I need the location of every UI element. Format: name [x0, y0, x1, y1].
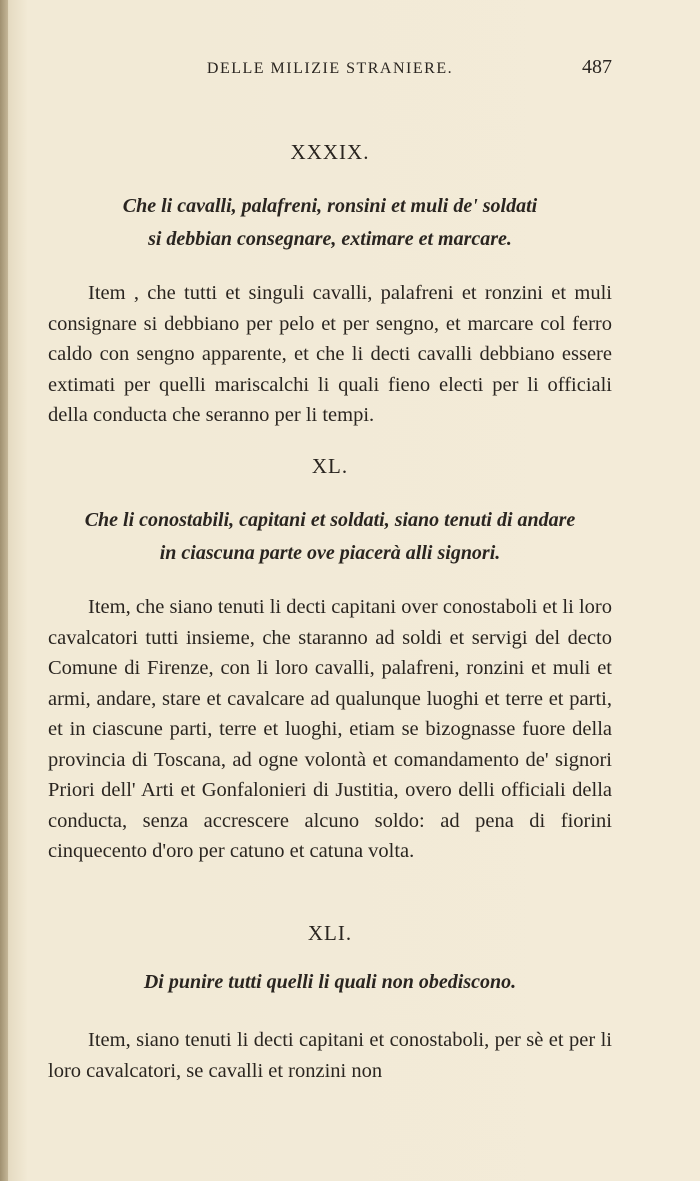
section-40-body: [48, 592, 612, 867]
section-title-line: si debbian consegnare, extimare et marcare.: [148, 228, 512, 250]
page-header: [48, 56, 612, 86]
section-title-line: Che li cavalli, palafreni, ronsini et muli de' soldati: [122, 195, 538, 217]
section-title-line: Che li conostabili, capitani et soldati, siano tenuti di andare: [84, 509, 576, 531]
section-title-line: in ciascuna parte ove piacerà alli signori.: [159, 542, 501, 564]
section-40: [48, 454, 612, 479]
running-title: DELLE MILIZIE STRANIERE.: [206, 60, 454, 77]
section-41-body: [48, 1025, 612, 1086]
section-39: [48, 140, 612, 165]
section-number: XXXIX.: [290, 140, 370, 164]
page-gutter-shadow: [0, 0, 8, 1181]
section-number: XL.: [311, 454, 349, 478]
section-39-body: [48, 278, 612, 431]
page-number: 487: [582, 56, 612, 78]
section-paragraph: Item, che siano tenuti li decti capitani over conostaboli et li loro cavalcatori tutti insieme, che staranno ad soldi et servigi del decto Comune di Firenze, con li loro cavalli, palafreni, ronzini et muli et armi, andare, stare et cavalcare ad qualunque luoghi et terre et parti, et in ciascune parti, terre et luoghi, etiam se bizognasse fuore della provincia di Toscana, ad ogne volontà et comandamento de' signori Priori dell' Arti et Gonfalonieri di Justitia, overo delli officiali della conducta, senza accrescere alcuno soldo: ad pena di fiorini cinquecento d'oro per catuno et catuna volta.: [48, 596, 612, 862]
section-paragraph: Item, siano tenuti li decti capitani et conostaboli, per sè et per li loro cavalcatori, se cavalli et ronzini non: [48, 1029, 612, 1082]
section-41-title: [48, 966, 612, 999]
section-title-line: Di punire tutti quelli li quali non obediscono.: [143, 971, 517, 993]
section-paragraph: Item , che tutti et singuli cavalli, palafreni et ronzini et muli consignare si debbiano per pelo et per sengno, et marcare col ferro caldo con sengno apparente, et che li decti cavalli debbiano essere extimati per quelli mariscalchi li quali fieno electi per li officiali della conducta che seranno per li tempi.: [48, 282, 612, 426]
section-number: XLI.: [307, 921, 353, 945]
section-39-title: [48, 190, 612, 256]
section-41: [48, 921, 612, 946]
section-40-title: [48, 504, 612, 570]
